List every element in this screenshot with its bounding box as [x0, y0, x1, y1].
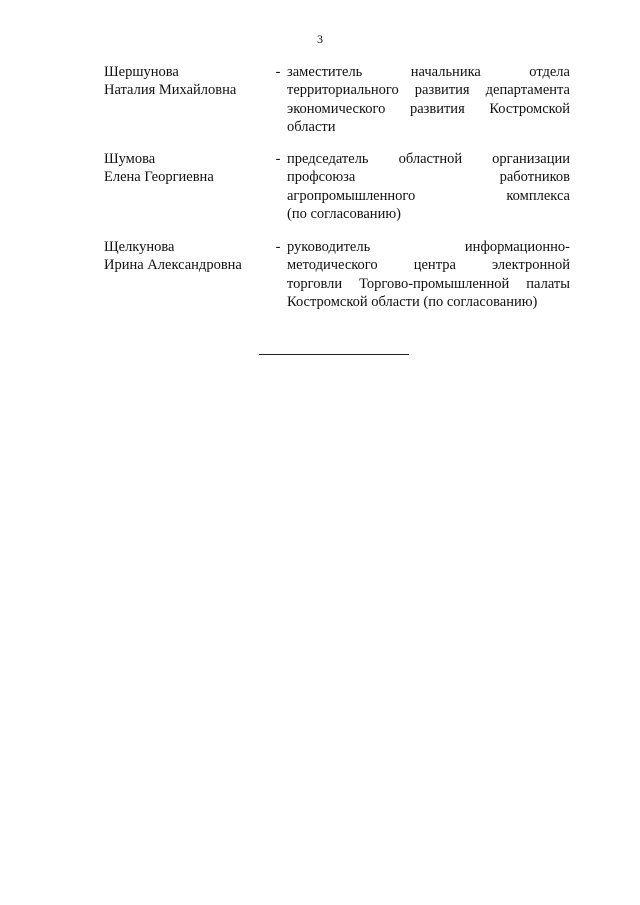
dash-separator: -: [275, 151, 281, 167]
role-line: [287, 256, 570, 274]
member-name: [104, 63, 269, 100]
role-word: департамента: [485, 82, 570, 99]
role-word: торговли: [287, 275, 343, 292]
role-word: экономического: [287, 100, 386, 117]
role-word: комплекса: [506, 187, 570, 204]
role-word: методического: [287, 257, 378, 274]
role-line: [287, 275, 570, 293]
member-surname: Шершунова: [104, 64, 179, 80]
role-word: территориального: [287, 82, 399, 99]
member-given-names: Ирина Александровна: [104, 257, 242, 274]
role-line: [287, 63, 570, 81]
role-word: организации: [492, 151, 570, 167]
member-given-names: Елена Георгиевна: [104, 169, 214, 186]
role-word: информационно-: [464, 239, 570, 255]
member-given-names: Наталия Михайловна: [104, 82, 237, 99]
member-role: [287, 238, 570, 312]
member-name: [104, 150, 269, 187]
role-line: Костромской области (по согласованию): [287, 294, 538, 311]
role-line: (по согласованию): [287, 206, 401, 223]
member-name: [104, 238, 269, 275]
role-word: профсоюза: [287, 169, 356, 186]
role-word: развития: [409, 100, 465, 117]
role-line: [287, 150, 570, 168]
role-line: [287, 100, 570, 118]
closing-divider-line: [259, 354, 409, 355]
role-word: палаты: [526, 275, 570, 292]
role-word: заместитель: [287, 64, 363, 80]
role-line: области: [287, 119, 336, 136]
role-word: Костромской: [489, 100, 570, 117]
member-role: [287, 150, 570, 224]
role-word: центра: [413, 257, 456, 274]
role-line: [287, 187, 570, 205]
role-word: работников: [499, 169, 570, 186]
role-line: [287, 168, 570, 186]
role-word: председатель: [287, 151, 369, 167]
member-surname: Щелкунова: [104, 239, 175, 255]
role-word: руководитель: [287, 239, 371, 255]
role-word: электронной: [491, 257, 570, 274]
member-role: [287, 63, 570, 137]
member-surname: Шумова: [104, 151, 156, 167]
dash-separator: -: [275, 64, 281, 80]
role-word: развития: [414, 82, 470, 99]
role-word: областной: [398, 151, 463, 167]
dash-separator: -: [275, 239, 281, 255]
role-word: начальника: [410, 64, 481, 80]
role-word: агропромышленного: [287, 187, 416, 204]
role-line: [287, 238, 570, 256]
role-word: отдела: [529, 64, 570, 80]
role-word: Торгово-промышленной: [359, 275, 510, 292]
role-line: [287, 81, 570, 99]
page-number: 3: [317, 32, 323, 46]
